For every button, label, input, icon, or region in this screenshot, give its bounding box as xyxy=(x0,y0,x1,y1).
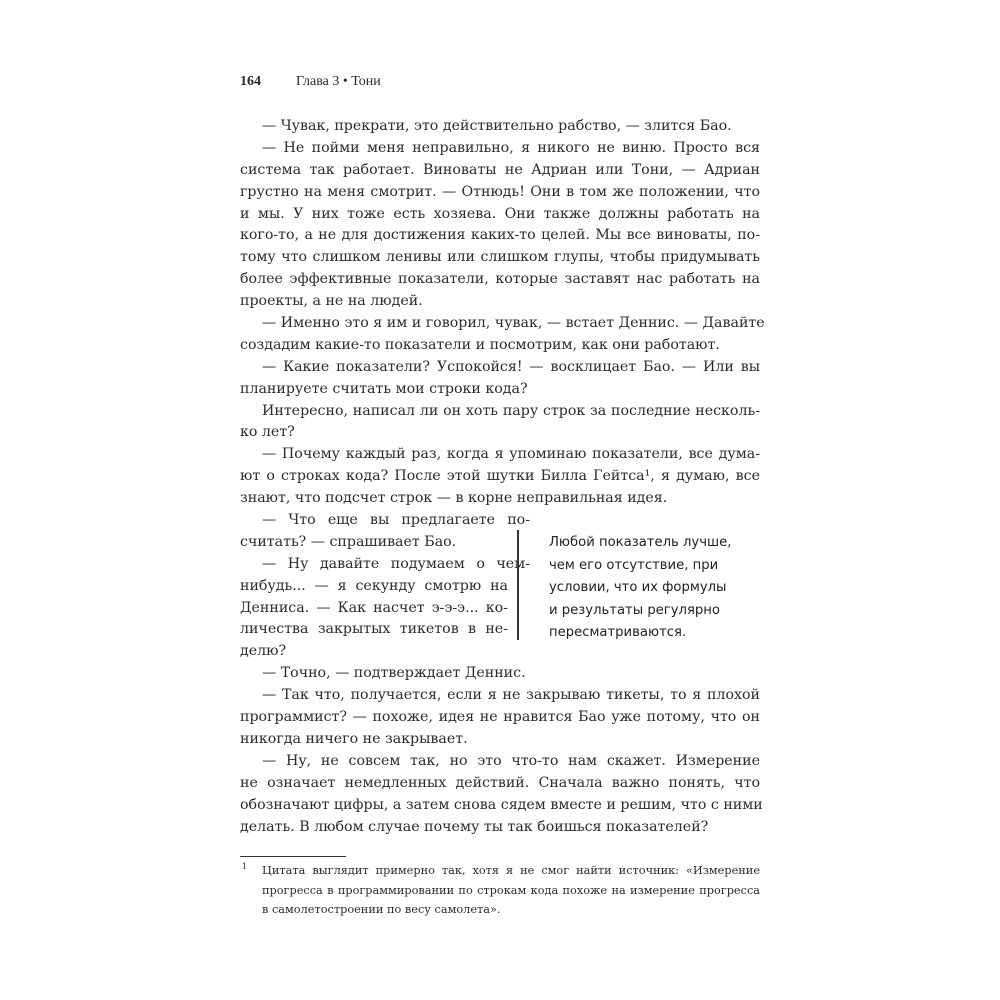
text-line: система так работает. Виноваты не Адриан или Тони, — Адриан xyxy=(240,161,760,178)
paragraph xyxy=(240,685,760,751)
text-line: программист? — похоже, идея не нравится Бао уже потому, что он xyxy=(240,709,760,726)
pull-quote-line: Любой показатель лучше, xyxy=(549,535,732,550)
footnote-mark: 1 xyxy=(242,862,248,871)
paragraph xyxy=(240,313,765,357)
footnote-rule xyxy=(240,856,346,857)
pull-quote-line: чем его отсутствие, при xyxy=(549,557,719,573)
paragraph xyxy=(240,357,760,401)
paragraph xyxy=(240,444,760,510)
text-line: обозначают цифры, а затем снова сядем вместе и решим, что с ними xyxy=(240,796,763,813)
pull-quote-line: условии, что их формулы xyxy=(549,580,727,596)
text-line: нибудь... — я секунду смотрю на xyxy=(240,577,508,594)
paragraph xyxy=(240,138,760,313)
text-line: и мы. У них тоже есть хозяева. Они также должны работать на xyxy=(240,205,760,222)
chapter-title: Глава 3 • Тони xyxy=(296,74,381,89)
text-line: знают, что подсчет строк — в корне неправильная идея. xyxy=(240,490,668,507)
footnote xyxy=(240,861,760,920)
text-line: Денниса. — Как насчет э-э-э... ко- xyxy=(240,599,508,616)
text-line: ко лет? xyxy=(240,424,295,441)
text-line: делю? xyxy=(240,643,287,660)
text-line: планируете считать мои строки кода? xyxy=(240,380,528,397)
paragraph xyxy=(240,663,760,685)
text-line: кого-то, а не для достижения каких-то целей. Мы все виноваты, по- xyxy=(240,227,760,244)
text-line: — Чувак, прекрати, это действительно рабство, — злится Бао. xyxy=(262,118,732,134)
text-line: делать. В любом случае почему ты так боишься показателей? xyxy=(240,818,709,835)
footnote-line: в самолетостроении по весу самолета». xyxy=(262,903,501,916)
text-line: — Ну давайте подумаем о чем- xyxy=(262,555,530,572)
text-line: — Точно, — подтверждает Деннис. xyxy=(262,665,526,682)
text-line: Интересно, написал ли он хоть пару строк за последние несколь- xyxy=(262,402,760,419)
text-line: — Не пойми меня неправильно, я никого не виню. Просто вся xyxy=(262,139,760,156)
text-line: не означает немедленных действий. Сначала важно понять, что xyxy=(240,774,760,791)
running-header xyxy=(240,74,381,90)
paragraph xyxy=(240,751,763,839)
text-line: создадим какие-то показатели и посмотрим, как они работают. xyxy=(240,336,720,353)
paragraph xyxy=(240,401,760,445)
pull-quote xyxy=(517,530,731,640)
text-line: личества закрытых тикетов в не- xyxy=(240,621,508,638)
text-line: считать? — спрашивает Бао. xyxy=(240,533,457,550)
body-text xyxy=(240,116,765,838)
footnote-line: Цитата выглядит примерно так, хотя я не смог найти источник: «Измерение xyxy=(262,864,760,877)
pull-quote-line: пересматриваются. xyxy=(549,625,687,641)
text-line: — Что еще вы предлагаете по- xyxy=(262,512,530,529)
text-line: более эффективные показатели, которые заставят нас работать на xyxy=(240,271,760,288)
text-line: — Ну, не совсем так, но это что-то нам скажет. Измерение xyxy=(262,752,760,769)
pull-quote-line: и результаты регулярно xyxy=(549,602,720,618)
page-number: 164 xyxy=(240,74,261,89)
footnote-line: прогресса в программировании по строкам кода похоже на измерение прогресса xyxy=(262,883,760,897)
text-line: — Какие показатели? Успокойся! — восклицает Бао. — Или вы xyxy=(262,358,760,375)
text-line: ют о строках кода? После этой шутки Билла Гейтса¹, я думаю, все xyxy=(240,468,760,485)
text-line: тому что слишком ленивы или слишком глупы, чтобы придумывать xyxy=(240,249,760,266)
text-line: никогда ничего не закрывает. xyxy=(240,730,468,747)
text-line: — Так что, получается, если я не закрываю тикеты, то я плохой xyxy=(262,687,760,704)
text-line: проекты, а не на людей. xyxy=(240,293,423,310)
text-line: — Почему каждый раз, когда я упоминаю показатели, все дума- xyxy=(262,446,760,463)
paragraph xyxy=(240,116,760,138)
text-line: — Именно это я им и говорил, чувак, — встает Деннис. — Давайте xyxy=(262,315,765,332)
text-line: грустно на меня смотрит. — Отнюдь! Они в том же положении, что xyxy=(240,183,760,200)
